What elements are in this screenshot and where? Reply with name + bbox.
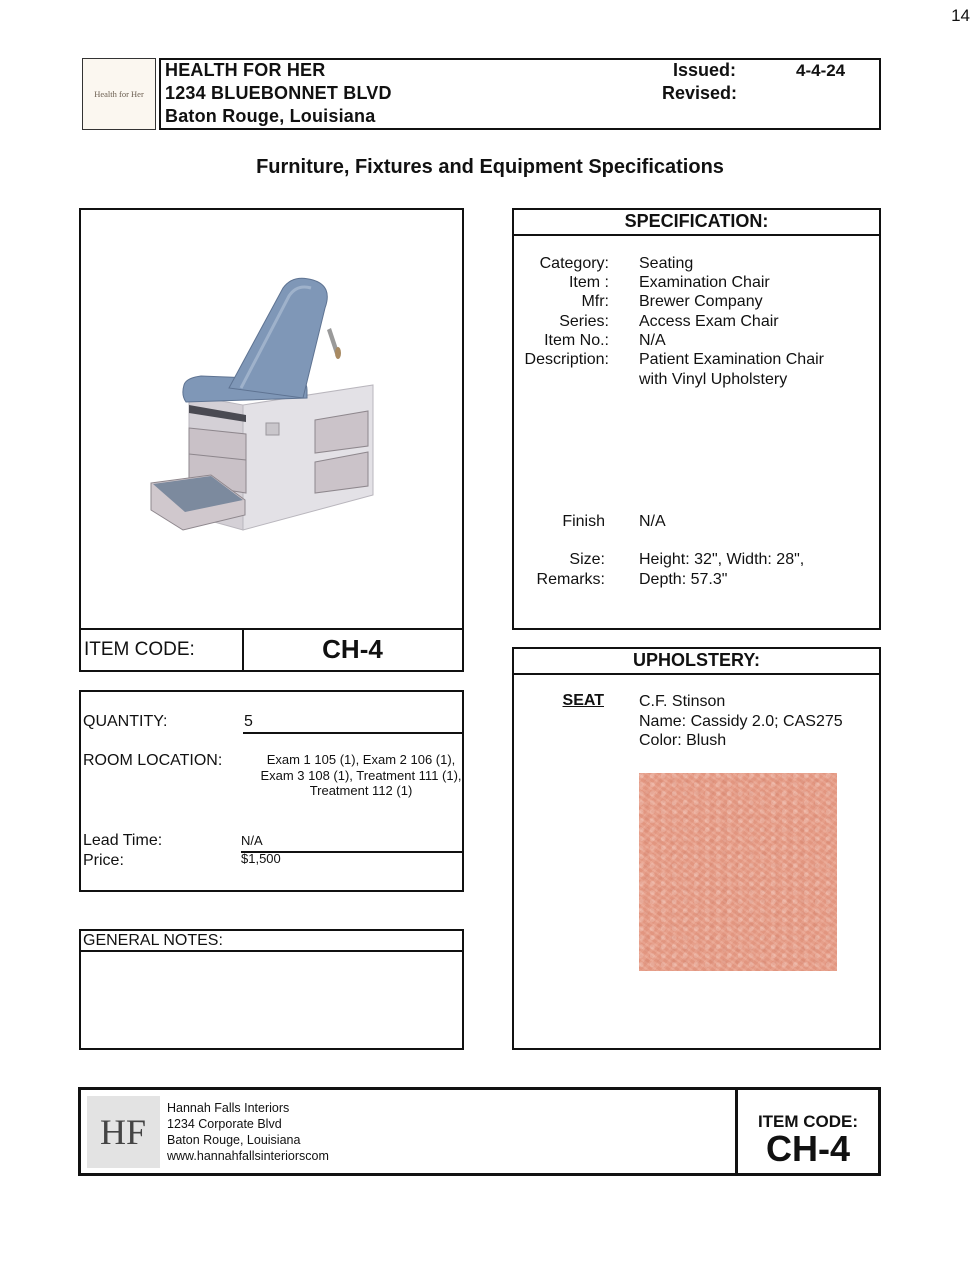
room-location-label: ROOM LOCATION: [83, 752, 223, 769]
lead-time-value: N/A [241, 833, 263, 848]
upholstery-vendor: C.F. Stinson [639, 693, 726, 710]
designer-city: Baton Rouge, Louisiana [167, 1133, 301, 1147]
client-address: 1234 BLUEBONNET BLVD [165, 83, 392, 103]
spec-description-label: Description: [524, 351, 609, 368]
item-code-value: CH-4 [322, 634, 383, 664]
spec-finish-value: N/A [639, 513, 666, 530]
upholstery-color: Color: Blush [639, 732, 727, 749]
upholstery-swatch [639, 773, 837, 971]
spec-mfr-value: Brewer Company [639, 293, 763, 310]
upholstery-title: UPHOLSTERY: [514, 649, 879, 675]
general-notes-panel [79, 929, 464, 1050]
item-code-label: ITEM CODE: [84, 639, 195, 660]
spec-item-value: Examination Chair [639, 274, 770, 291]
revised-label: Revised: [662, 83, 738, 103]
footer-item-code-label: ITEM CODE: [757, 1112, 859, 1131]
upholstery-panel [512, 647, 881, 1050]
designer-footer [78, 1087, 881, 1176]
spec-item-label: Item : [568, 274, 609, 291]
product-image-panel [79, 208, 464, 630]
spec-finish-label: Finish [562, 513, 605, 530]
lead-time-label: Lead Time: [83, 832, 163, 849]
designer-logo [87, 1096, 160, 1168]
spec-item-no-value: N/A [639, 332, 666, 349]
spec-remarks-value: Depth: 57.3" [639, 571, 728, 588]
designer-logo-mark [87, 1096, 160, 1168]
quantity-label: QUANTITY: [83, 713, 168, 730]
spec-category-value: Seating [639, 255, 694, 272]
spec-item-no-label: Item No.: [544, 332, 609, 349]
specification-panel [512, 208, 881, 630]
seat-label: SEAT [562, 692, 604, 709]
spec-description-line2: with Vinyl Upholstery [639, 371, 788, 388]
spec-series-label: Series: [559, 313, 609, 330]
footer-item-code-value: CH-4 [765, 1128, 850, 1169]
designer-address: 1234 Corporate Blvd [167, 1117, 282, 1131]
general-notes-label: GENERAL NOTES: [83, 932, 223, 949]
client-logo-text: Health for Her [94, 89, 144, 99]
client-city: Baton Rouge, Louisiana [165, 106, 376, 126]
issued-label: Issued: [673, 60, 737, 80]
spec-description-line1: Patient Examination Chair [639, 351, 824, 368]
spec-mfr-label: Mfr: [581, 293, 609, 310]
price-value: $1,500 [241, 851, 281, 866]
designer-name: Hannah Falls Interiors [167, 1101, 290, 1115]
document-title: Furniture, Fixtures and Equipment Specifications [256, 156, 724, 178]
exam-chair-image [81, 210, 462, 628]
spec-remarks-label: Remarks: [536, 571, 605, 588]
room-location-value: Exam 1 105 (1), Exam 2 106 (1), Exam 3 108 (1), Treatment 111 (1), Treatment 112 (1) [260, 752, 462, 798]
issued-value: 4-4-24 [796, 61, 846, 80]
quantity-underline [243, 732, 462, 734]
designer-logo-letters: HF [99, 1112, 147, 1152]
item-code-row [79, 628, 464, 672]
spec-size-value: Height: 32", Width: 28", [639, 551, 805, 568]
client-header [159, 58, 881, 130]
designer-website[interactable]: www.hannahfallsinteriorscom [167, 1149, 329, 1163]
spec-category-label: Category: [539, 255, 609, 272]
client-logo [82, 58, 156, 130]
upholstery-name: Name: Cassidy 2.0; CAS275 [639, 713, 843, 730]
designer-info [167, 1100, 329, 1164]
quantity-panel [79, 690, 464, 892]
price-label: Price: [83, 852, 124, 869]
general-notes-divider [81, 950, 462, 952]
page-number: 14 [951, 6, 970, 25]
specification-title: SPECIFICATION: [514, 210, 879, 236]
spec-series-value: Access Exam Chair [639, 313, 779, 330]
spec-size-label: Size: [569, 551, 605, 568]
quantity-value: 5 [244, 713, 253, 730]
client-name: HEALTH FOR HER [165, 60, 326, 80]
